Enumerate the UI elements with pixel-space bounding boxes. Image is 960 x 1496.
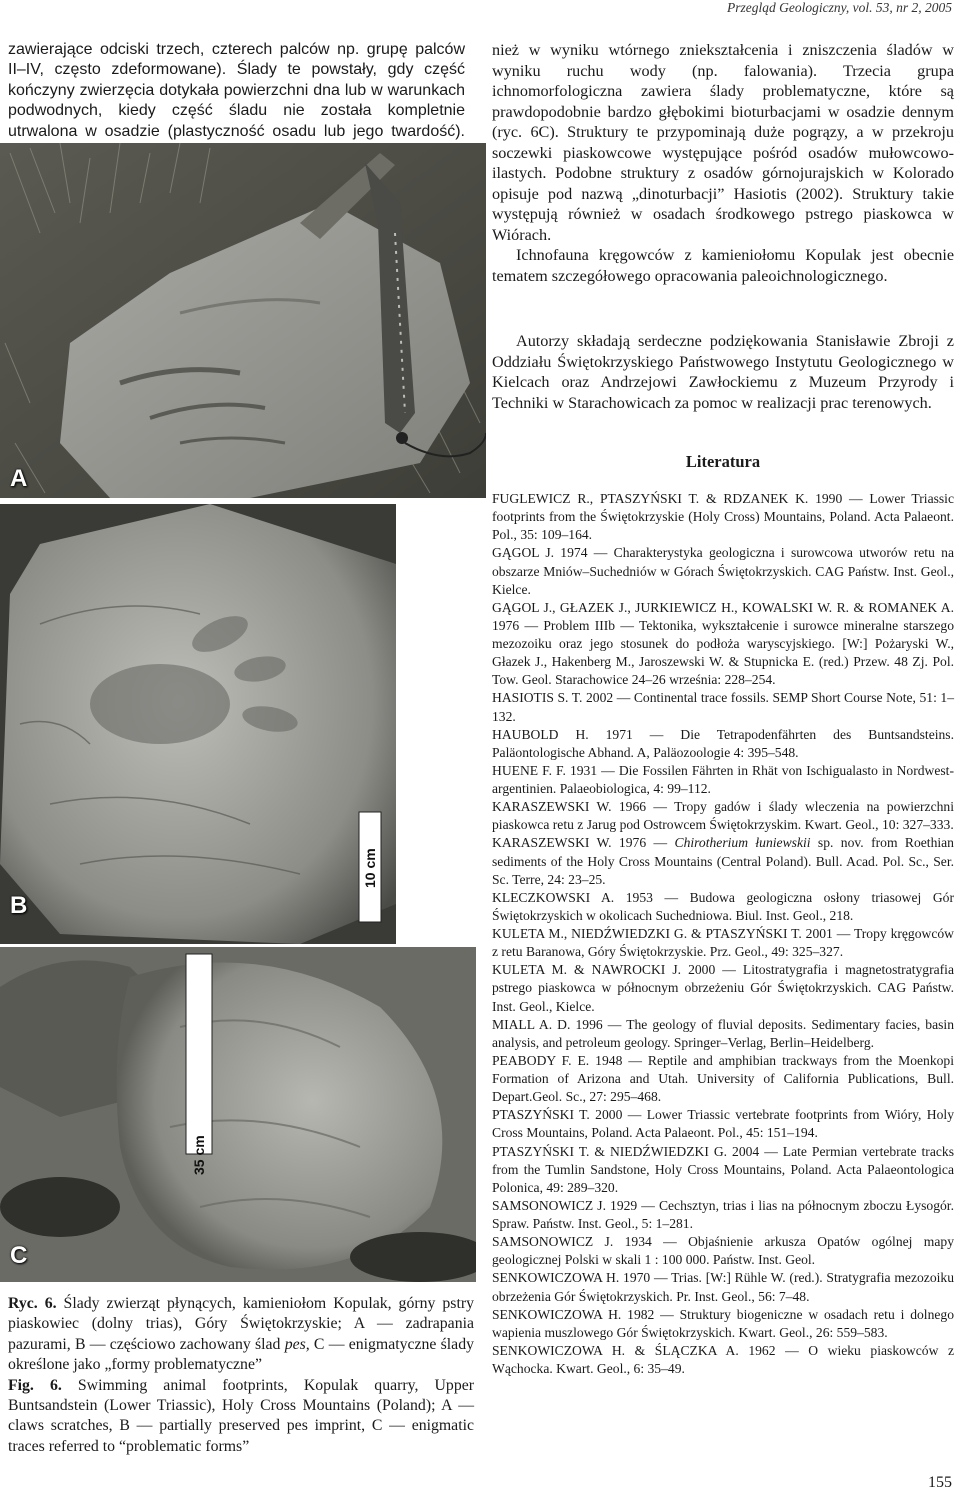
reference-item bbox=[492, 834, 954, 888]
figure-caption bbox=[8, 1294, 474, 1457]
reference-item: PEABODY F. E. 1948 — Reptile and amphibian trackways from the Moenkopi Formation of Arizona and Utah. University of California Publications, Bull. Depart.Geol. Sc., 27: 295–468. bbox=[492, 1052, 954, 1105]
figure-panel-a-photo bbox=[0, 143, 486, 498]
caption-label-pl: Ryc. 6. bbox=[8, 1295, 57, 1312]
reference-item: HUENE F. F. 1931 — Die Fossilen Fährten in Rhät von Ischigualasto in Nordwest-argentinien. Palaeobiologica, 4: 99–112. bbox=[492, 762, 954, 796]
reference-item: SENKOWICZOWA H. & ŚLĄCZKA A. 1962 — O wieku piaskowców z Wąchocka. Kwart. Geol., 6: 35–49. bbox=[492, 1342, 954, 1376]
reference-species: Chirotherium łuniewskii bbox=[674, 835, 811, 851]
reference-item: GĄGOL J., GŁAZEK J., JURKIEWICZ H., KOWALSKI W. R. & ROMANEK A. 1976 — Problem IIIb — Tektonika, wykształcenie i surowce mineralne starszego mezozoiku oraz jego stosunek do podłoża waryscyjskiego. [W:] Pożaryski W., Głazek J., Hakenberg M., Jaroszewski W. & Stupnicka E. (red.) Przew. 48 Zj. Pol. Tow. Geol. Starachowice 24–26 września: 228–254. bbox=[492, 599, 954, 688]
paragraph: Ichnofauna kręgowców z kamieniołomu Kopulak jest obecnie tematem szczegółowego opracowania paleoichnologicznego. bbox=[492, 246, 954, 285]
caption-polish bbox=[8, 1294, 474, 1376]
acknowledgement: Autorzy składają serdeczne podziękowania Stanisławie Zbroji z Oddziału Świętokrzyskiego Państwowego Instytutu Geologicznego w Kielcach oraz Andrzejowi Zawłockiemu z Muzeum Przyrody i Techniki w Starachowicach za pomoc w realizacji prac terenowych. bbox=[492, 332, 954, 412]
reference-item: KLECZKOWSKI A. 1953 — Budowa geologiczna osłony triasowej Gór Świętokrzyskich w okolicach Suchedniowa. Biul. Inst. Geol., 218. bbox=[492, 889, 954, 923]
caption-english bbox=[8, 1376, 474, 1458]
figure-panel-c-photo bbox=[0, 947, 476, 1282]
reference-authors: KARASZEWSKI W. 1976 — bbox=[492, 835, 675, 851]
reference-item: FUGLEWICZ R., PTASZYŃSKI T. & RDZANEK K. 1990 — Lower Triassic footprints from the Świętokrzyskie (Holy Cross) Mountains, Poland. Acta Palaeont. Pol., 35: 109–164. bbox=[492, 491, 954, 543]
reference-item: SENKOWICZOWA H. 1982 — Struktury biogeniczne w osadach retu i dolnego wapienia muszlowego Gór Świętokrzyskich. Kwart. Geol., 26: 559–583. bbox=[492, 1306, 954, 1340]
figure-panel-label-a: A bbox=[10, 465, 28, 492]
figure-panel-label-c: C bbox=[10, 1242, 28, 1269]
caption-text-pl-end: C — enigmatyczne ślady określone jako „formy problematyczne” bbox=[8, 1335, 474, 1374]
running-head: Przegląd Geologiczny, vol. 53, nr 2, 2005 bbox=[727, 0, 952, 15]
reference-item: KULETA M. & NAWROCKI J. 2000 — Litostratygrafia i magnetostratygrafia pstrego piaskowca w północnym obrzeżeniu Gór Świętokrzyskich. CAG Państw. Inst. Geol., Kielce. bbox=[492, 962, 954, 1014]
figure-panel-label-b: B bbox=[10, 892, 28, 919]
caption-text-en: Swimming animal footprints, Kopulak quarry, Upper Buntsandstein (Lower Triassic), Holy Cross Mountains (Poland); A — claws scratches, B — partially preserved pes imprint, C — enigmatic traces referred to “problematic forms” bbox=[8, 1376, 474, 1455]
reference-item: SAMSONOWICZ J. 1934 — Objaśnienie arkusza Opatów ogólnej mapy geologicznej Polski w skali 1 : 100 000. Państw. Inst. Geol. bbox=[492, 1234, 954, 1268]
reference-rest: sp. nov. from Roethian sediments of the Holy Cross Mountains (Central Poland). Bull. Acad. Pol. Sc., Ser. Sc. Terre, 24: 23–25. bbox=[492, 835, 954, 887]
paragraph: nież w wyniku wtórnego zniekształcenia i zniszczenia śladów w wyniku ruchu wody (np. falowania). Trzecia grupa ichnomorfologiczna zawiera ślady problematyczne, które są prawdopodobnie bardzo głębokimi bioturbacjami w osadzie dennym (ryc. 6C). Struktury te przypominają duże pogrązy, a w przekroju soczewki piaskowcowe występujące pośród osadów mułowcowo-ilastych. Podobne struktury z osadów górnojurajskich w Kolorado opisuje pod nazwą „dinoturbacji” Hasiotis (2002). Struktury takie występują również w osadach środkowego pstrego piaskowca w Wiórach. bbox=[492, 41, 954, 244]
reference-item: MIALL A. D. 1996 — The geology of fluvial deposits. Sedimentary facies, basin analysis, and petroleum geology. Springer–Verlag, Berlin–Heidelberg. bbox=[492, 1016, 954, 1050]
scale-bar-label-b: 10 cm bbox=[362, 848, 378, 888]
reference-item: HASIOTIS S. T. 2002 — Continental trace fossils. SEMP Short Course Note, 51: 1–132. bbox=[492, 690, 954, 724]
reference-item: PTASZYŃSKI T. & NIEDŹWIEDZKI G. 2004 — Late Permian vertebrate tracks from the Tumlin Sandstone, Holy Cross Mountains, Poland. Acta Palaeontologica Polonica, 49: 289–320. bbox=[492, 1143, 954, 1195]
reference-item: KULETA M., NIEDŹWIEDZKI G. & PTASZYŃSKI T. 2001 — Tropy kręgowców z retu Baranowa, Góry Świętokrzyskie. Prz. Geol., 49: 325–327. bbox=[492, 926, 954, 960]
page-number: 155 bbox=[928, 1474, 952, 1491]
paragraph: zawierające odciski trzech, czterech palców np. grupę palców II–IV, często zdeformowane). Ślady te powstały, gdy część kończyny zwierzęcia dotykała powierzchni dna lub w warunkach podwodnych, kiedy część śladu nie została kompletnie utrwalona w osadzie (plastyczność osadu lub jego twardość). bbox=[8, 41, 465, 140]
reference-item: HAUBOLD H. 1971 — Die Tetrapodenfährten des Buntsandsteins. Paläontologische Abhand. A, Paläozoologie 4: 395–548. bbox=[492, 726, 954, 760]
caption-text-pl: Ślady zwierząt płynących, kamieniołom Kopulak, górny pstry piaskowiec (dolny trias), Góry Świętokrzyskie; A — zadrapania pazurami, B — częściowo zachowany ślad bbox=[8, 1295, 474, 1353]
reference-item: KARASZEWSKI W. 1966 — Tropy gadów i ślady wleczenia na powierzchni piaskowca retu z Jarug pod Ostrowcem Świętokrzyskim. Kwart. Geol., 10: 327–333. bbox=[492, 799, 954, 833]
reference-item: SAMSONOWICZ J. 1929 — Cechsztyn, trias i lias na północnym zboczu Łysogór. Spraw. Państw. Inst. Geol., 5: 1–281. bbox=[492, 1197, 954, 1231]
section-heading-literature: Literatura bbox=[685, 452, 761, 471]
figure-panel-b-photo bbox=[0, 504, 396, 944]
reference-item: SENKOWICZOWA H. 1970 — Trias. [W:] Rühle W. (red.). Stratygrafia mezozoiku obrzeżenia Gór Świętokrzyskich. Pr. Inst. Geol., 56: 7–48. bbox=[492, 1270, 954, 1304]
reference-list bbox=[492, 490, 954, 1378]
caption-label-en: Fig. 6. bbox=[8, 1376, 62, 1394]
body-text-right bbox=[492, 40, 954, 286]
reference-item: PTASZYŃSKI T. 2000 — Lower Triassic vertebrate footprints from Wióry, Holy Cross Mountains, Poland. Acta Palaeont. Pol., 45: 151–194. bbox=[492, 1107, 954, 1141]
scale-bar-label-c: 35 cm bbox=[191, 1135, 207, 1175]
reference-item: GĄGOL J. 1974 — Charakterystyka geologiczna i surowcowa utworów retu na obszarze Mniów–Suchedniów w Górach Świętokrzyskich. CAG Państw. Inst. Geol., Kielce. bbox=[492, 545, 954, 597]
caption-italic-pl: pes, bbox=[284, 1335, 310, 1353]
